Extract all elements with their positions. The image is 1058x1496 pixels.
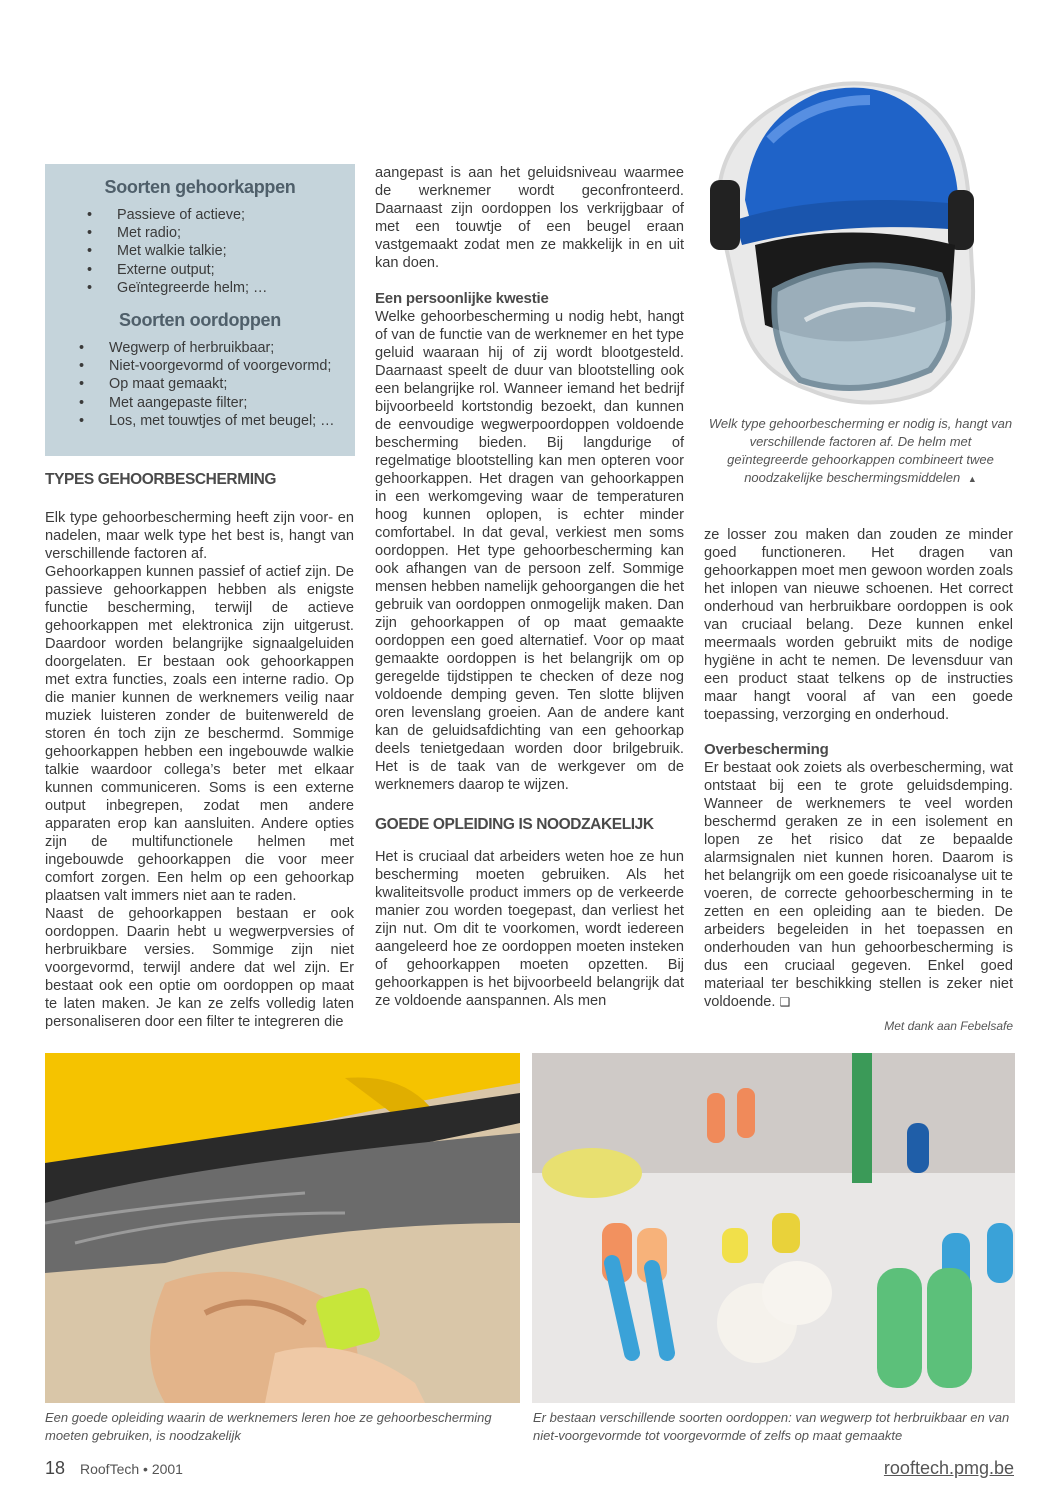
list-item: • Met walkie talkie; [117,242,347,260]
caption-marker-icon: ▲ [967,474,977,484]
box-title-gehoorkappen: Soorten gehoorkappen [104,177,296,197]
magazine-issue: RoofTech • 2001 [80,1461,183,1477]
list-item: • Wegwerp of herbruikbaar; [109,339,353,357]
page-number: 18 [45,1458,66,1478]
credit: Met dank aan Febelsafe [884,1019,1013,1033]
list-item: • Niet-voorgevormd of voorgevormd; [109,357,353,375]
list-item: • Los, met touwtjes of met beugel; … [109,412,353,430]
paragraph: Welke gehoorbescherming u nodig hebt, hangt of van de functie van de werknemer en het type geluid waaraan hij of zij wordt blootgesteld. Daarnaast speelt de duur van blootstelling ook een belangrijke rol. Wanneer iemand het bedrijf bijvoorbeeld kortstondig bezoekt, dan kunnen de eenvoudige wegwerpoordoppen voldoende bescherming bieden. Bij langdurige of regelmatige blootstelling kan men opteren voor gehoorkappen. Het dragen van gehoorkappen in een werkomgeving waar de temperaturen hoog kunnen oplopen, is echter minder comfortabel. In dat geval, verkiest men soms oordoppen. Het type gehoorbescherming kan ook afhangen van de persoon zelf. Sommige mensen hebben namelijk gehoorgangen die het gebruik van oordoppen onmogelijk maken. Dan zijn gehoorkappen of op maat gemaakte oordoppen een goed alternatief. Voor op maat gemaakte oordoppen is het belangrijk om op geregelde tijdstippen te checken of deze nog voldoende demping geven. Ten slotte blijven oren levenslang groeien. Aan de andere kant kan de geluidsafdichting van een gehoorkap deels tenietgedaan worden door brilgebruik. Het is de taak van de werkgever om de werknemers daarop te wijzen. [375,309,684,793]
footer-url-link[interactable]: rooftech.pmg.be [883,1458,1014,1478]
list-item: • Op maat gemaakt; [109,375,353,393]
paragraph: Het is cruciaal dat arbeiders weten hoe ze hun bescherming moeten gebruiken. Als het kwaliteitsvolle product immers op de verkeerde manier zou worden toegepast, dan verliest het zijn nut. Om dit te voorkomen, wordt iedereen aangeleerd hoe ze oordoppen moeten insteken of gehoorkappen moeten opzetten. Bij gehoorkappen is het bijvoorbeeld belangrijk dat ze voldoende aanspannen. Als men [375,849,684,1009]
subheading-overbescherming: Overbescherming [704,741,829,758]
list-item: • Met radio; [117,224,347,242]
paragraph: Naast de gehoorkappen bestaan er ook oordoppen. Daarin hebt u wegwerpversies of herbruikbare versies. Sommige zijn niet voorgevormd, terwijl andere dat wel zijn. Er bestaat ook een optie om oordoppen op maat te laten maken. Je kan ze zelfs volledig laten personaliseren door een filter te integreren die [45,906,354,1030]
column-2 [375,164,684,1010]
box-title-oordoppen: Soorten oordoppen [119,310,281,330]
paragraph: ze losser zou maken dan zouden ze minder goed functioneren. Het dragen van gehoorkappen moet men gewoon worden zoals het inlopen van nieuwe schoenen. Het correct onderhoud van herbruikbare oordoppen is ook van cruciaal belang. Deze kunnen enkel meermaals worden gebruikt mits de nodige hygiëne in acht te nemen. De levensduur van een product staat telkens op de instructies maar hangt vooral af van een goede toepassing, verzorging en onderhoud. [704,527,1013,723]
helmet-caption [708,415,1013,488]
paragraph: Elk type gehoorbescherming heeft zijn voor- en nadelen, maar welk type het best is, hangt van verschillende factoren af. [45,510,354,562]
paragraph [704,759,1013,1011]
caption-text: Welk type gehoorbescherming er nodig is, hangt van verschillende factoren af. De helm met geïntegreerde gehoorkappen combineert twee noodzakelijke beschermingsmiddelen [708,416,1013,485]
box-list-oordoppen [109,339,353,430]
subheading-persoonlijke-kwestie: Een persoonlijke kwestie [375,290,549,307]
earplugs-photo-caption: Er bestaan verschillende soorten oordoppen: van wegwerp tot herbruikbaar en van niet-voorgevormde tot voorgevormde of zelfs op maat gemaakte [533,1410,1010,1443]
section-heading-opleiding: GOEDE OPLEIDING IS NOODZAKELIJK [375,816,654,833]
ear-photo-caption: Een goede opleiding waarin de werknemers leren hoe ze gehoorbescherming moeten gebruiken, is noodzakelijk [45,1410,492,1443]
paragraph-text: Er bestaat ook zoiets als overbescherming, wat ontstaat bij een te grote geluidsdemping. Wanneer de werknemers te veel worden beschermd geraken ze in een isolement en lopen ze het risico dat ze bepaalde alarmsignalen niet kunnen horen. Daarom is het belangrijk om een goede risicoanalyse uit te voeren, de correcte gehoorbescherming in te zetten en een opleiding aan te bieden. De arbeiders begeleiden in het toepassen en onderhouden van hun gehoorbescherming is dus een cruciaal gegeven. Enkel goed materiaal ter beschikking stellen is zeker niet voldoende. [704,760,1013,1010]
column-1 [45,471,354,1031]
list-item: • Externe output; [117,261,347,279]
paragraph: Gehoorkappen kunnen passief of actief zijn. De passieve gehoorkappen hebben als enigste functie bescherming, terwijl de actieve gehoorkappen met elektronica zijn uitgerust. Daardoor worden belangrijke signaalgeluiden doorgelaten. Er bestaan ook gehoorkappen met extra functies, zoals een interne radio. Op die manier kunnen de werknemers veilig naar muziek luisteren zonder de buitenwereld de storen én toch zijn ze beschermd. Sommige gehoorkappen hebben een ingebouwde walkie talkie waardoor collega’s beter met elkaar kunnen communiceren. Soms is een externe output inbegrepen, zodat men andere apparaten erop kan aansluiten. Andere opties zijn de multifunctionele helmen met ingebouwde gehoorkappen die voor meer comfort zorgen. Een helm op een gehoorkap plaatsen valt immers niet aan te raden. [45,564,354,904]
list-item: • Met aangepaste filter; [109,394,353,412]
ear-photo [45,1053,520,1403]
helmet-photo [700,70,1020,410]
info-box [45,164,355,456]
column-3 [704,526,1013,1035]
paragraph: aangepast is aan het geluidsniveau waarmee de werknemer wordt geconfronteerd. Daarnaast zijn oordoppen los verkrijgbaar of met een touwtje of een beugel eraan vastgemaakt zodat men ze makkelijk in en uit kan doen. [375,165,684,271]
end-mark-icon: ❑ [779,995,791,1009]
box-list-gehoorkappen [117,206,347,297]
earplugs-photo [532,1053,1015,1403]
list-item: • Geïntegreerde helm; … [117,279,347,297]
section-heading-types: TYPES GEHOORBESCHERMING [45,471,277,488]
list-item: • Passieve of actieve; [117,206,347,224]
